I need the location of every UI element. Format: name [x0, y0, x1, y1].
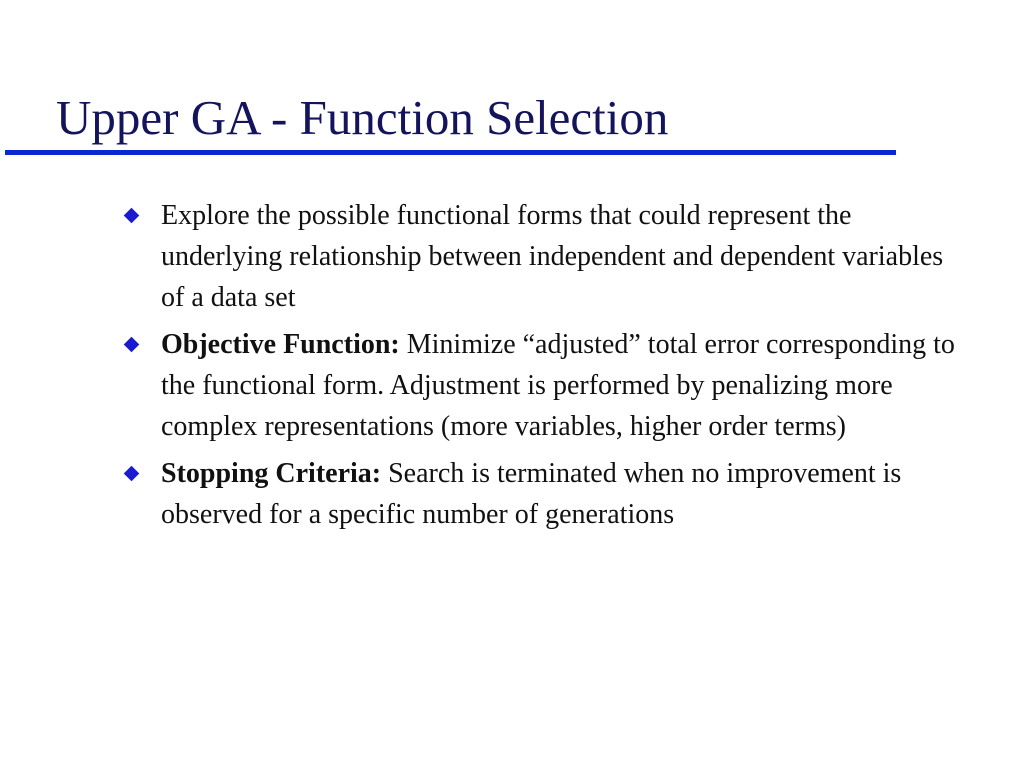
- title-underline: [5, 150, 896, 155]
- bullet-item-2: [120, 324, 970, 447]
- bullet-label: Stopping Criteria:: [161, 458, 382, 489]
- diamond-bullet-icon: [124, 208, 140, 224]
- diamond-bullet-icon: [124, 337, 140, 353]
- bullet-text: Minimize “adjusted” total error corresponding to the functional form. Adjustment is performed by penalizing more complex representations (more variables, higher order terms): [161, 329, 955, 442]
- slide-title: Upper GA - Function Selection: [56, 90, 669, 145]
- bullet-text: Explore the possible functional forms that could represent the underlying relationship between independent and dependent variables of a data set: [161, 200, 944, 313]
- diamond-bullet-icon: [124, 466, 140, 482]
- bullet-text: Search is terminated when no improvement is observed for a specific number of generations: [161, 458, 902, 530]
- bullet-item-1: [120, 195, 970, 318]
- bullet-item-3: [120, 453, 970, 535]
- bullet-label: Objective Function:: [161, 329, 400, 360]
- bullet-list: [120, 195, 970, 541]
